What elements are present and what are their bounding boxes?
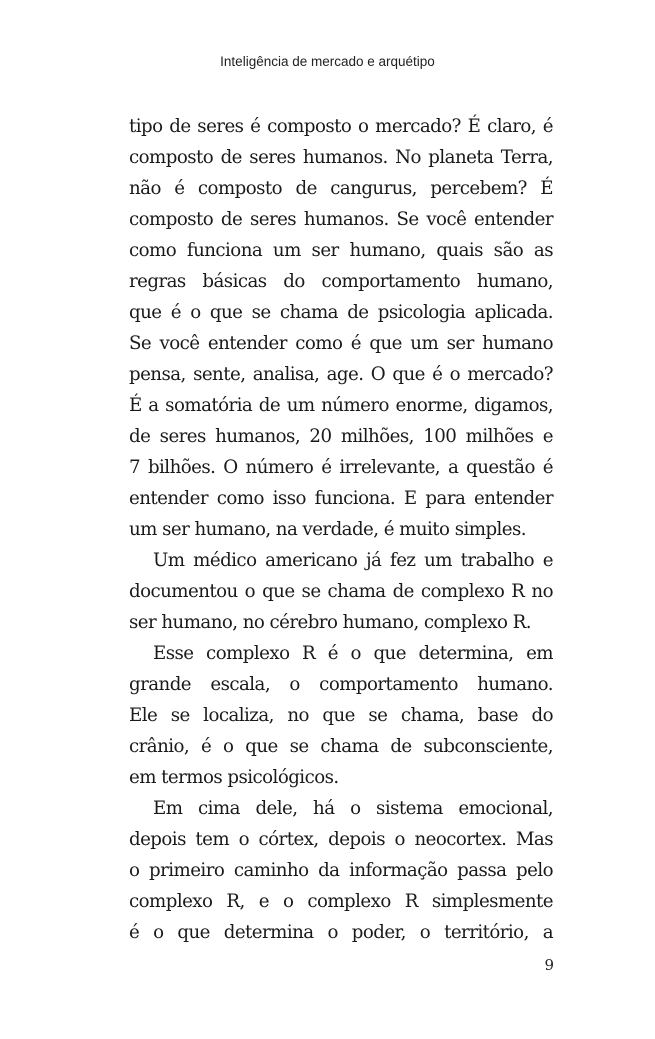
- paragraph: [129, 545, 553, 638]
- text-line: não é composto de cangurus, percebem? É: [129, 178, 553, 199]
- text-line: complexo R, e o complexo R simplesmente: [129, 891, 553, 912]
- running-head: Inteligência de mercado e arquétipo: [220, 54, 435, 69]
- paragraph: [129, 793, 553, 948]
- text-line: grande escala, o comportamento humano.: [129, 674, 553, 695]
- text-line: crânio, é o que se chama de subconsciente,: [129, 736, 553, 757]
- text-line: como funciona um ser humano, quais são as: [129, 240, 553, 261]
- body-text: [129, 111, 553, 948]
- text-line: composto de seres humanos. Se você entender: [129, 209, 553, 230]
- text-line: depois tem o córtex, depois o neocortex. Mas: [129, 829, 553, 850]
- text-line: pensa, sente, analisa, age. O que é o mercado?: [129, 364, 553, 385]
- text-line: de seres humanos, 20 milhões, 100 milhões e: [129, 426, 553, 447]
- text-line: Se você entender como é que um ser humano: [129, 333, 553, 354]
- text-line: que é o que se chama de psicologia aplicada.: [129, 302, 553, 323]
- text-line: um ser humano, na verdade, é muito simples.: [129, 519, 527, 540]
- text-line: composto de seres humanos. No planeta Terra,: [129, 147, 553, 168]
- text-line: 7 bilhões. O número é irrelevante, a questão é: [129, 457, 553, 478]
- text-line: Em cima dele, há o sistema emocional,: [153, 798, 553, 819]
- paragraph: [129, 638, 553, 793]
- text-line: regras básicas do comportamento humano,: [129, 271, 553, 292]
- page-number: 9: [544, 956, 554, 974]
- text-line: é o que determina o poder, o território, a: [129, 922, 553, 943]
- text-line: Esse complexo R é o que determina, em: [153, 643, 553, 664]
- text-line: tipo de seres é composto o mercado? É claro, é: [129, 116, 553, 137]
- text-line: documentou o que se chama de complexo R no: [129, 581, 553, 602]
- paragraph: [129, 111, 553, 545]
- text-line: Ele se localiza, no que se chama, base do: [129, 705, 553, 726]
- text-line: o primeiro caminho da informação passa pelo: [129, 860, 553, 881]
- text-line: em termos psicológicos.: [129, 767, 339, 788]
- text-line: ser humano, no cérebro humano, complexo R.: [129, 612, 531, 633]
- text-line: entender como isso funciona. E para entender: [129, 488, 553, 509]
- text-line: Um médico americano já fez um trabalho e: [153, 550, 553, 571]
- text-line: É a somatória de um número enorme, digamos,: [129, 395, 553, 416]
